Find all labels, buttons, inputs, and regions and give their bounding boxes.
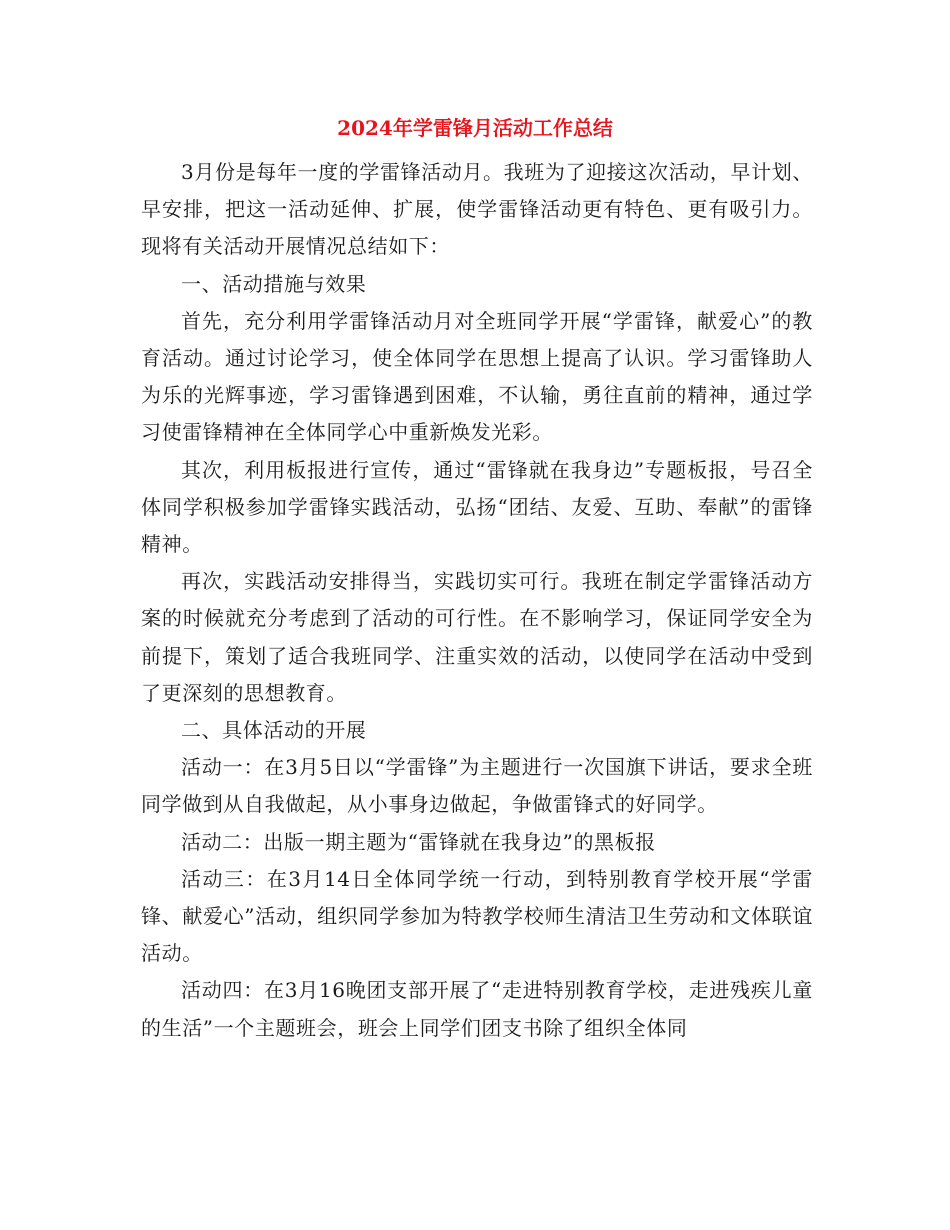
activity-one: 活动一：在3月5日以“学雷锋”为主题进行一次国旗下讲话，要求全班同学做到从自我做起，从小事身边做起，争做雷锋式的好同学。 — [141, 755, 813, 817]
paragraph-third: 再次，实践活动安排得当，实践切实可行。我班在制定学雷锋活动方案的时候就充分考虑到了活动的可行性。在不影响学习，保证同学安全为前提下，策划了适合我班同学、注重实效的活动，以使同学在活动中受到了更深刻的思想教育。 — [141, 569, 813, 705]
activity-two: 活动二：出版一期主题为“雷锋就在我身边”的黑板报 — [181, 829, 656, 854]
section-heading-measures: 一、活动措施与效果 — [181, 271, 367, 296]
activity-three: 活动三：在3月14日全体同学统一行动，到特别教育学校开展“学雷锋、献爱心”活动，组织同学参加为特教学校师生清洁卫生劳动和文体联谊活动。 — [141, 866, 813, 966]
document-title: 2024年学雷锋月活动工作总结 — [337, 116, 613, 140]
section-heading-activities: 二、具体活动的开展 — [181, 718, 367, 743]
paragraph-first: 首先，充分利用学雷锋活动月对全班同学开展“学雷锋，献爱心”的教育活动。通过讨论学习，使全体同学在思想上提高了认识。学习雷锋助人为乐的光辉事迹，学习雷锋遇到困难，不认输，勇往直前的精神，通过学习使雷锋精神在全体同学心中重新焕发光彩。 — [141, 308, 813, 445]
document-body — [141, 154, 813, 1047]
activity-four: 活动四：在3月16晚团支部开展了“走进特别教育学校，走进残疾儿童的生活”一个主题班会，班会上同学们团支书除了组织全体同 — [141, 978, 813, 1040]
intro-paragraph: 3月份是每年一度的学雷锋活动月。我班为了迎接这次活动，早计划、早安排，把这一活动延伸、扩展，使学雷锋活动更有特色、更有吸引力。现将有关活动开展情况总结如下： — [141, 160, 813, 259]
paragraph-second: 其次，利用板报进行宣传，通过“雷锋就在我身边”专题板报，号召全体同学积极参加学雷锋实践活动，弘扬“团结、友爱、互助、奉献”的雷锋精神。 — [141, 457, 813, 557]
